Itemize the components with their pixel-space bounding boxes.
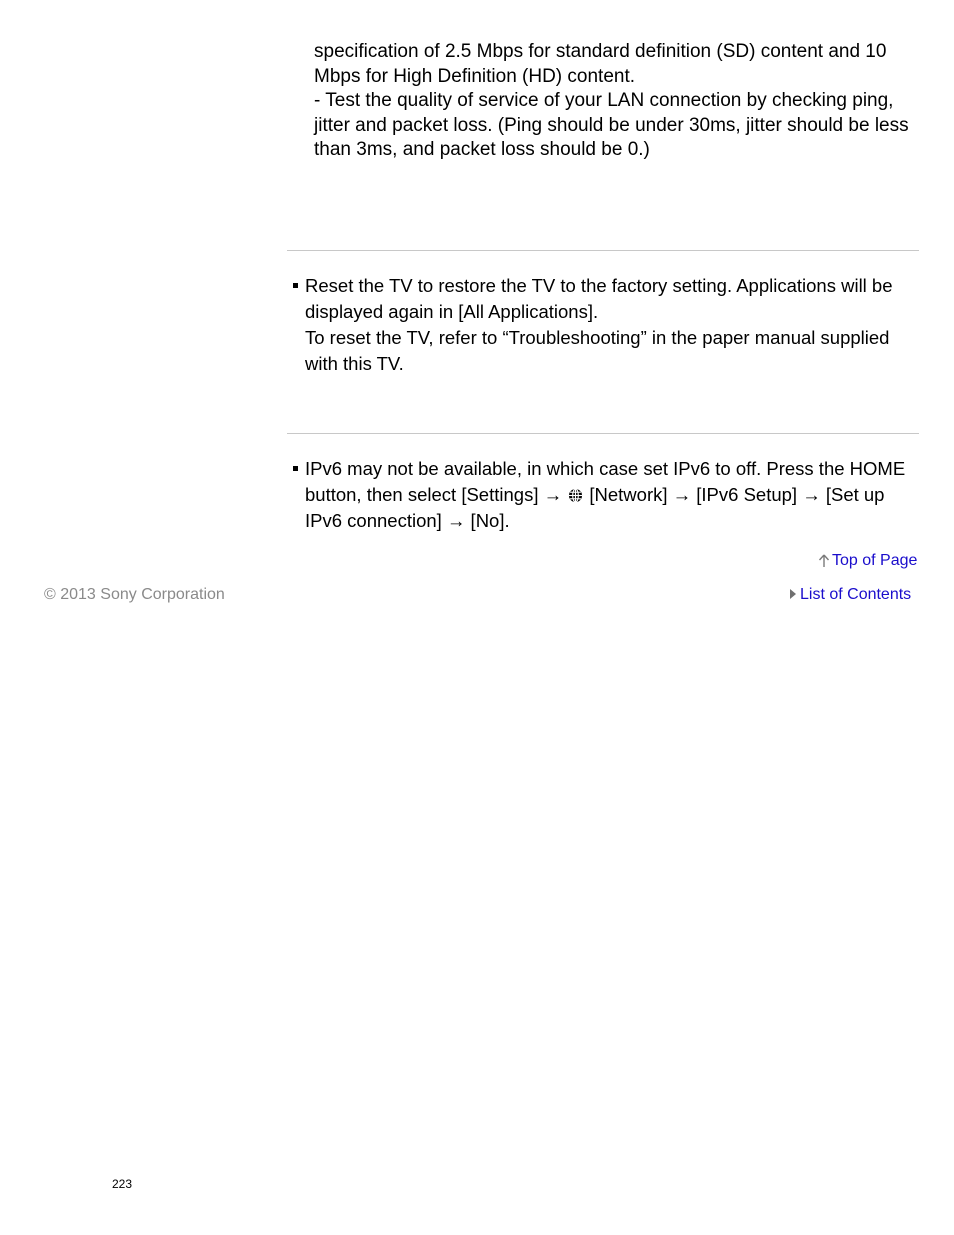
ipv6-bullet (293, 456, 923, 534)
bullet-marker-icon (293, 283, 298, 288)
reset-tv-text: Reset the TV to restore the TV to the factory setting. Applications will be displayed again in [All Applications]. (305, 275, 893, 322)
top-of-page-link[interactable] (818, 552, 917, 570)
network-speed-paragraph (314, 40, 926, 163)
speed-spec-text: specification of 2.5 Mbps for standard definition (SD) content and 10 Mbps for High Definition (HD) content. (314, 41, 887, 87)
copyright-text: © 2013 Sony Corporation (44, 586, 225, 603)
reset-reference-text: To reset the TV, refer to “Troubleshooting” in the paper manual supplied with this TV. (305, 327, 890, 374)
section-divider (287, 433, 919, 434)
page-number: 223 (112, 1177, 133, 1191)
up-arrow-icon (818, 554, 830, 568)
bullet-marker-icon (293, 466, 298, 471)
globe-icon (568, 488, 583, 503)
top-of-page-label[interactable]: Top of Page (832, 552, 918, 569)
ipv6-text-start: IPv6 may not be available, in which case set IPv6 to off. Press the HOME button, then select [Settings] → (305, 458, 906, 505)
ipv6-text (305, 456, 923, 534)
ipv6-text-end: [Network] → [IPv6 Setup] → [Set up IPv6 connection] → [No]. (305, 484, 885, 531)
list-of-contents-label[interactable]: List of Contents (800, 586, 912, 603)
reset-tv-bullet (293, 273, 923, 377)
lan-quality-text: - Test the quality of service of your LAN connection by checking ping, jitter and packet loss. (Ping should be under 30ms, jitter should be less than 3ms, and packet loss should be 0.) (314, 90, 909, 160)
triangle-right-icon (790, 589, 796, 599)
list-of-contents-link[interactable] (790, 586, 911, 604)
section-divider (287, 250, 919, 251)
